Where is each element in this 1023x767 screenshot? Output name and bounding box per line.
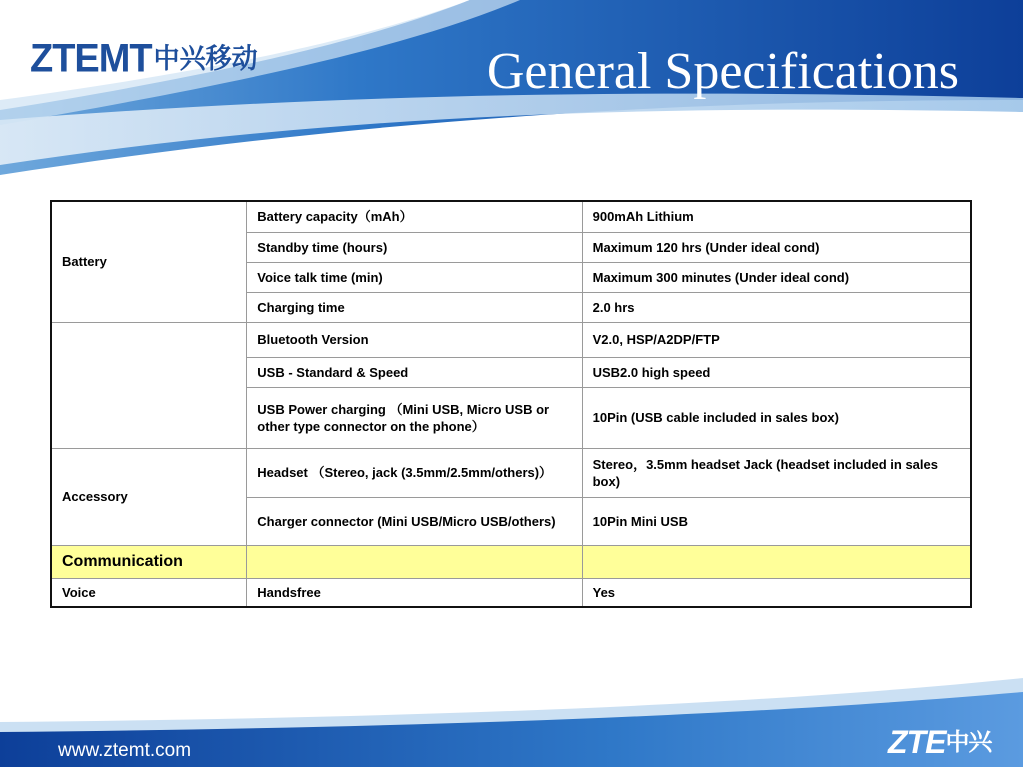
section-header-row: [51, 545, 971, 578]
spec-value-cell: V2.0, HSP/A2DP/FTP: [582, 322, 971, 357]
spec-item-cell: USB - Standard & Speed: [247, 357, 582, 387]
spec-item-cell: [247, 545, 582, 578]
spec-value-cell: Maximum 300 minutes (Under ideal cond): [582, 262, 971, 292]
spec-value-cell: USB2.0 high speed: [582, 357, 971, 387]
page-title: General Specifications: [486, 43, 959, 100]
specifications-table: [50, 200, 972, 608]
table-row: [51, 448, 971, 497]
spec-item-cell: Headset （Stereo, jack (3.5mm/2.5mm/others)）: [247, 448, 582, 497]
footer-website-link[interactable]: www.ztemt.com: [58, 740, 192, 761]
spec-value-cell: Stereo，3.5mm headset Jack (headset included in sales box): [582, 448, 971, 497]
category-cell-empty: [51, 322, 247, 448]
spec-item-cell: Battery capacity（mAh）: [247, 201, 582, 232]
category-cell: Communication: [51, 545, 247, 578]
spec-value-cell: 2.0 hrs: [582, 292, 971, 322]
table-row: [51, 578, 971, 607]
spec-item-cell: Handsfree: [247, 578, 582, 607]
spec-value-cell: 900mAh Lithium: [582, 201, 971, 232]
spec-item-cell: Standby time (hours): [247, 232, 582, 262]
logo-latin-text: ZTEMT: [30, 36, 152, 82]
spec-value-cell: Maximum 120 hrs (Under ideal cond): [582, 232, 971, 262]
ztemt-logo: [30, 37, 258, 82]
category-cell: Battery: [51, 201, 247, 322]
spec-item-cell: Charging time: [247, 292, 582, 322]
spec-value-cell: 10Pin Mini USB: [582, 497, 971, 545]
table-row: [51, 201, 971, 232]
category-cell: Voice: [51, 578, 247, 607]
logo-chinese-text: 中兴移动: [153, 42, 258, 74]
category-cell: Accessory: [51, 448, 247, 545]
spec-value-cell: 10Pin (USB cable included in sales box): [582, 387, 971, 448]
logo-latin-text: ZTE: [888, 724, 946, 760]
table-row: [51, 322, 971, 357]
zte-logo: [888, 722, 991, 761]
logo-chinese-text: 中兴: [945, 729, 992, 756]
spec-value-cell: Yes: [582, 578, 971, 607]
spec-item-cell: Voice talk time (min): [247, 262, 582, 292]
spec-item-cell: Bluetooth Version: [247, 322, 582, 357]
spec-value-cell: [582, 545, 971, 578]
spec-item-cell: USB Power charging （Mini USB, Micro USB or other type connector on the phone）: [247, 387, 582, 448]
spec-item-cell: Charger connector (Mini USB/Micro USB/others): [247, 497, 582, 545]
